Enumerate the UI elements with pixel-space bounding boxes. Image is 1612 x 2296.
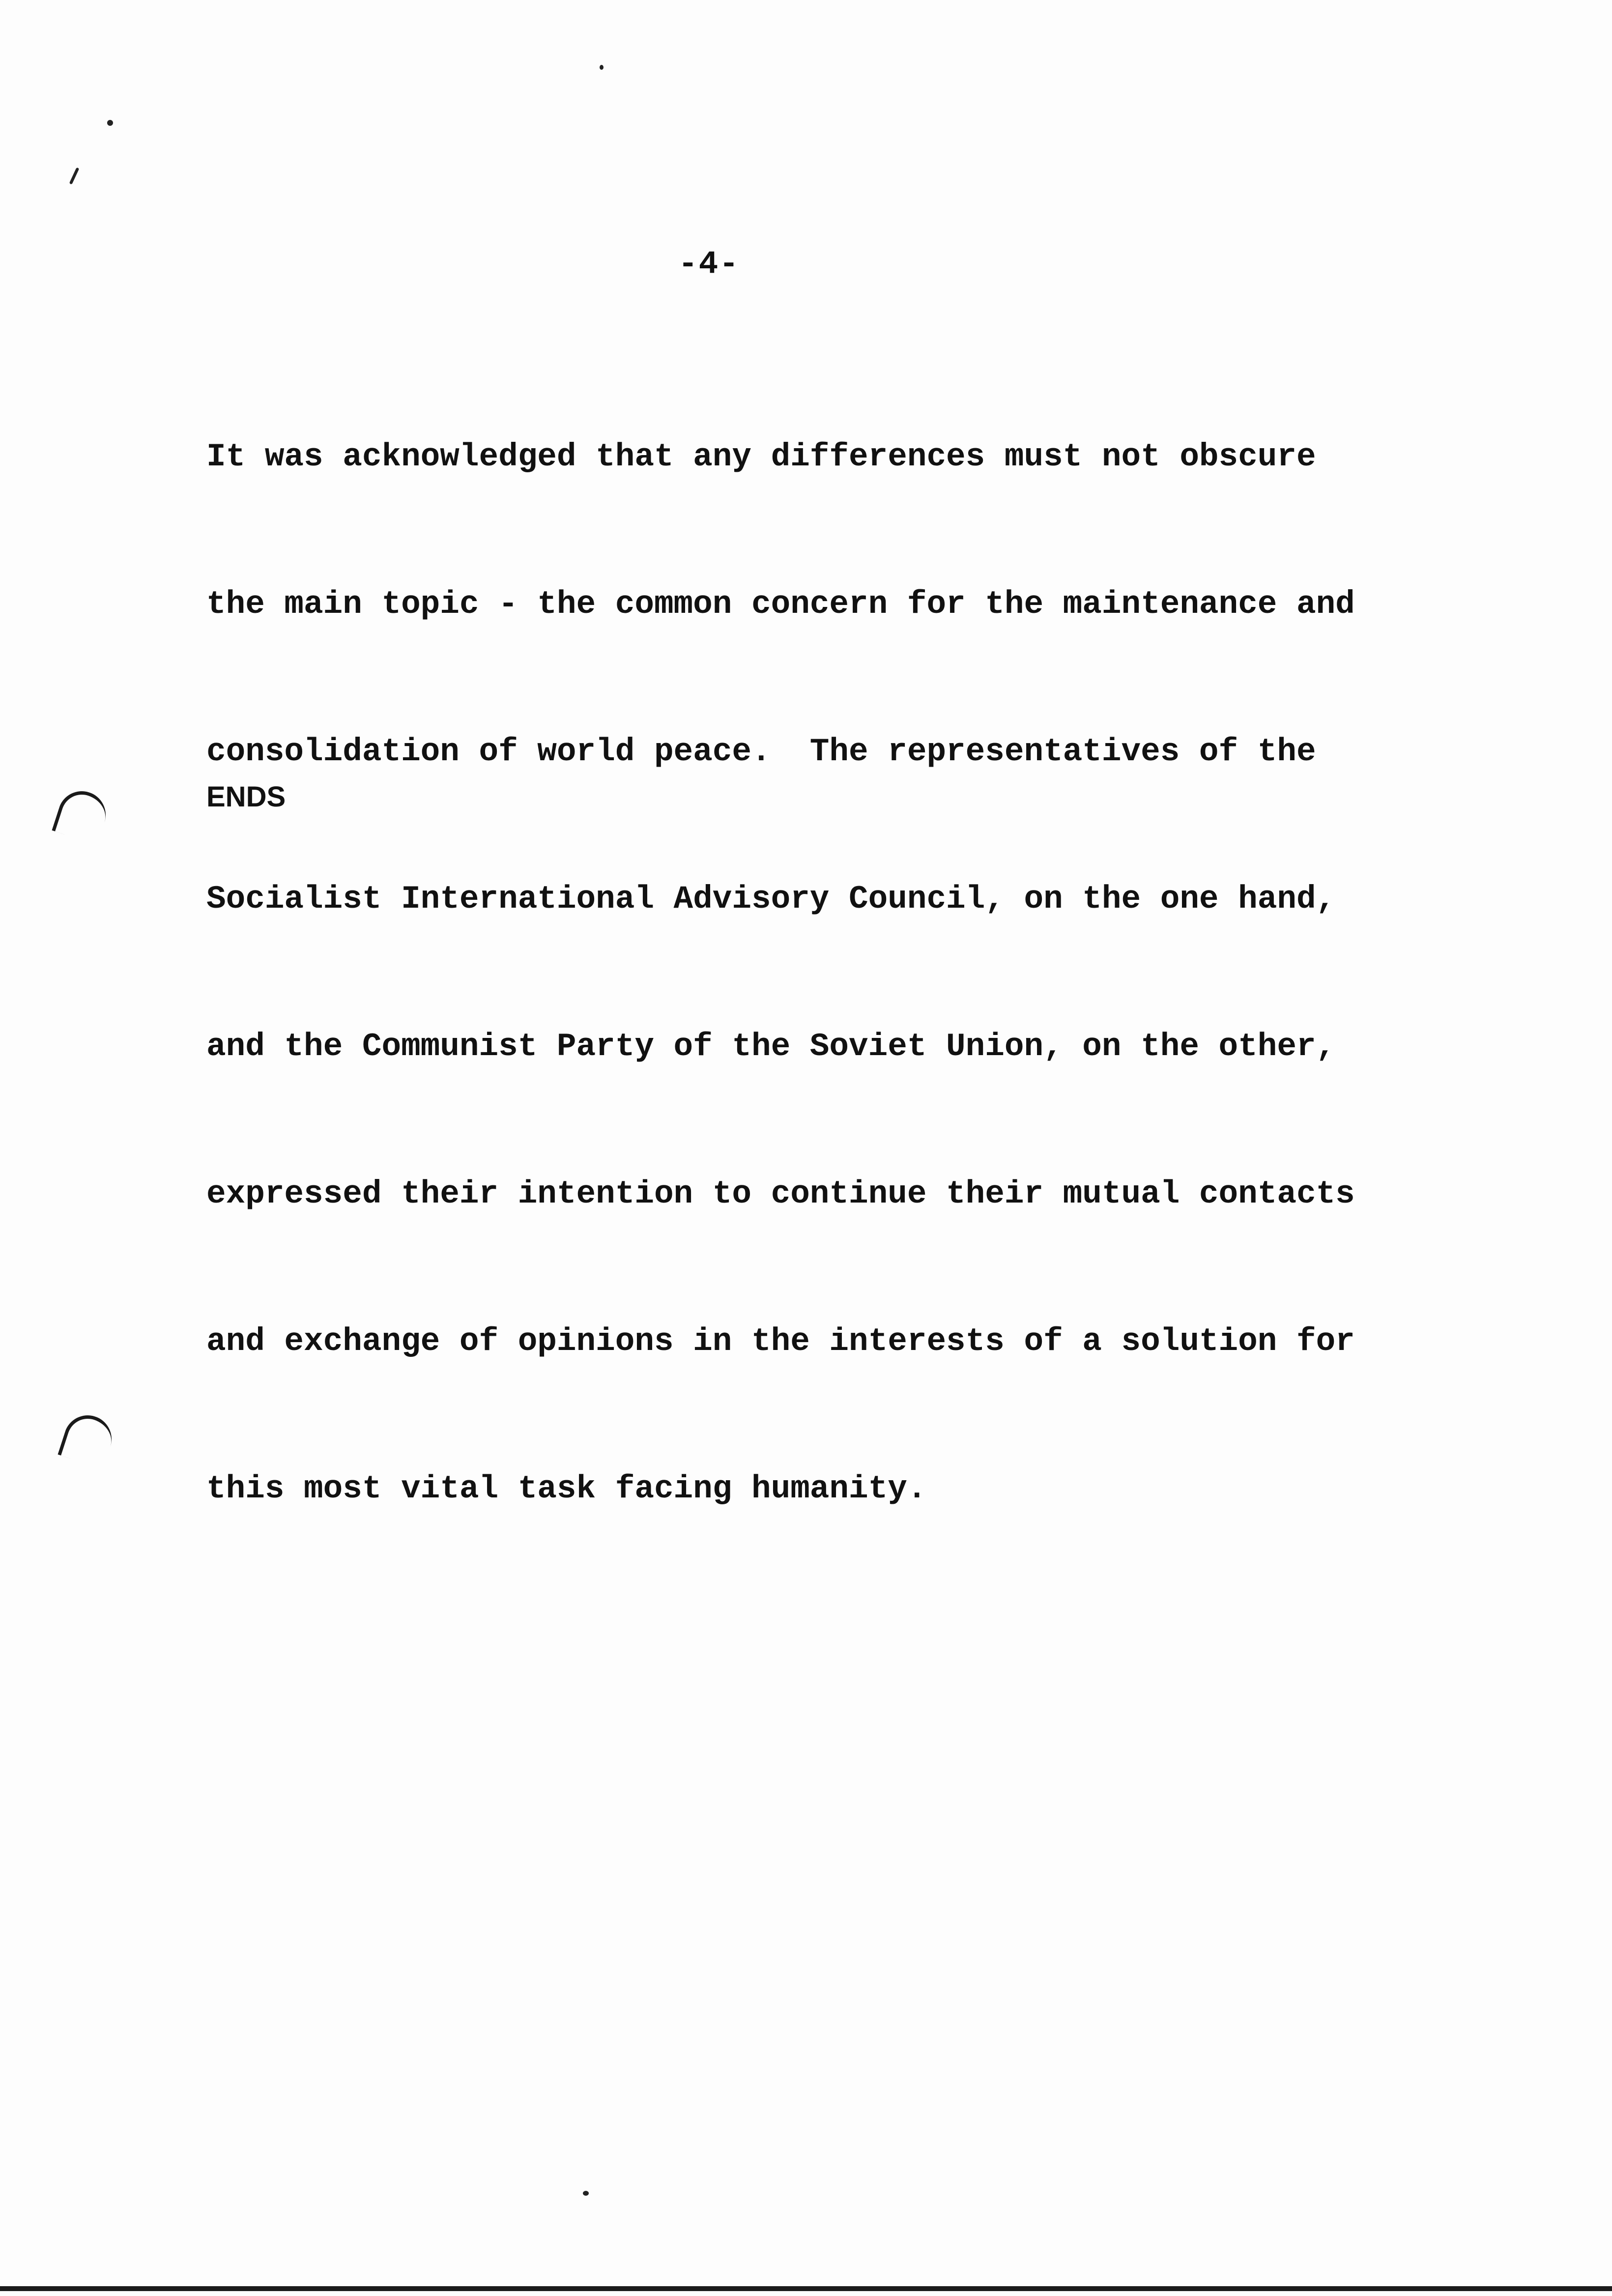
body-line: the main topic - the common concern for the maintenance and xyxy=(206,586,1355,623)
scan-speck xyxy=(600,65,604,70)
page-number: -4- xyxy=(678,246,740,283)
bottom-edge-rule xyxy=(0,2286,1612,2291)
body-line: and exchange of opinions in the interests of a solution for xyxy=(206,1323,1355,1360)
body-line: consolidation of world peace. The representatives of the xyxy=(206,733,1316,770)
body-line: and the Communist Party of the Soviet Union, on the other, xyxy=(206,1028,1336,1065)
body-paragraph xyxy=(206,334,1386,1612)
scan-speck xyxy=(583,2191,589,2196)
scan-artifact xyxy=(69,167,80,184)
body-line: this most vital task facing humanity. xyxy=(206,1470,927,1507)
body-line: It was acknowledged that any differences must not obscure xyxy=(206,438,1316,475)
body-line: Socialist International Advisory Council, on the one hand, xyxy=(206,881,1336,918)
closing-mark: ENDS xyxy=(206,781,286,813)
scan-speck xyxy=(107,120,113,126)
punch-hole-mark xyxy=(58,1409,117,1469)
body-line: expressed their intention to continue their mutual contacts xyxy=(206,1176,1355,1212)
punch-hole-mark xyxy=(52,785,112,845)
